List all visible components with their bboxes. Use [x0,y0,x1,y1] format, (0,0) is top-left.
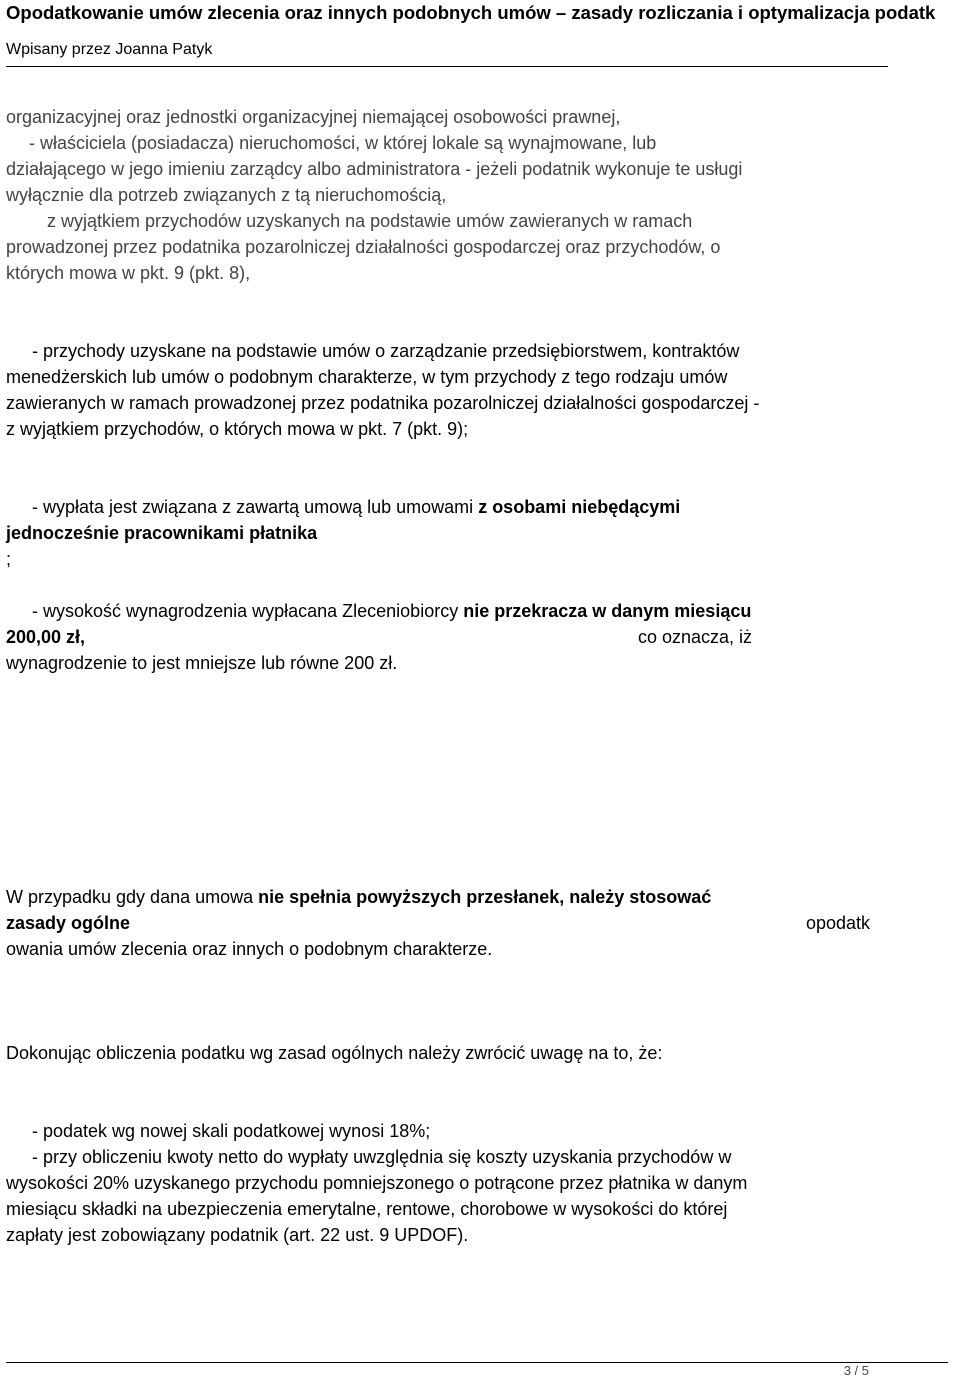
paragraph-line: wyłącznie dla potrzeb związanych z tą nieruchomością, [6,185,447,205]
paragraph-line: 200,00 zł, [6,627,86,647]
paragraph-line [6,886,711,908]
document-title: Opodatkowanie umów zlecenia oraz innych podobnych umów – zasady rozliczania i optymalizacja podatk [6,2,936,23]
paragraph-line: organizacyjnej oraz jednostki organizacyjnej niemającej osobowości prawnej, [6,107,621,127]
paragraph-line: - podatek wg nowej skali podatkowej wynosi 18%; [32,1121,431,1141]
document-author: Wpisany przez Joanna Patyk [6,41,213,58]
paragraph-line: miesiącu składki na ubezpieczenia emerytalne, rentowe, chorobowe w wysokości do której [6,1199,728,1219]
paragraph-line: co oznacza, iż [638,627,753,647]
paragraph-line: - właściciela (posiadacza) nieruchomości, w której lokale są wynajmowane, lub [29,133,657,153]
paragraph-line [32,496,680,518]
plain-text: - wysokość wynagrodzenia wypłacana Zleceniobiorcy [32,601,464,621]
paragraph-line: jednocześnie pracownikami płatnika [6,523,318,543]
bold-text: nie przekracza w danym miesiącu [463,601,752,621]
paragraph-line: z wyjątkiem przychodów uzyskanych na podstawie umów zawieranych w ramach [47,211,693,231]
header-divider [6,66,888,67]
paragraph-line: zawieranych w ramach prowadzonej przez podatnika pozarolniczej działalności gospodarczej - [6,393,760,413]
paragraph-line [32,600,751,622]
bold-text: nie spełnia powyższych przesłanek, należy stosować [258,887,712,907]
paragraph-line: - przy obliczeniu kwoty netto do wypłaty uwzględnia się koszty uzyskania przychodów w [32,1147,732,1167]
paragraph-line: menedżerskich lub umów o podobnym charakterze, w tym przychody z tego rodzaju umów [6,367,728,387]
plain-text: W przypadku gdy dana umowa [6,887,259,907]
page-number: 3 / 5 [843,1363,869,1378]
paragraph-line: zasady ogólne [6,913,131,933]
paragraph-line: opodatk [806,913,871,933]
paragraph-line: ; [6,549,12,569]
paragraph-line: zapłaty jest zobowiązany podatnik (art. 22 ust. 9 UPDOF). [6,1225,469,1245]
paragraph-line: Dokonując obliczenia podatku wg zasad ogólnych należy zwrócić uwagę na to, że: [6,1043,663,1063]
paragraph-line: owania umów zlecenia oraz innych o podobnym charakterze. [6,939,493,959]
paragraph-line: wysokości 20% uzyskanego przychodu pomniejszonego o potrącone przez płatnika w danym [6,1173,748,1193]
paragraph-line: działającego w jego imieniu zarządcy albo administratora - jeżeli podatnik wykonuje te usługi [6,159,743,179]
paragraph-line: - przychody uzyskane na podstawie umów o zarządzanie przedsiębiorstwem, kontraktów [32,341,740,361]
paragraph-line: z wyjątkiem przychodów, o których mowa w pkt. 7 (pkt. 9); [6,419,469,439]
footer-divider [6,1362,948,1363]
bold-text: z osobami niebędącymi [478,497,681,517]
paragraph-line: wynagrodzenie to jest mniejsze lub równe 200 zł. [6,653,398,673]
plain-text: - wypłata jest związana z zawartą umową lub umowami [32,497,479,517]
paragraph-line: których mowa w pkt. 9 (pkt. 8), [6,263,251,283]
paragraph-line: prowadzonej przez podatnika pozarolniczej działalności gospodarczej oraz przychodów, o [6,237,721,257]
